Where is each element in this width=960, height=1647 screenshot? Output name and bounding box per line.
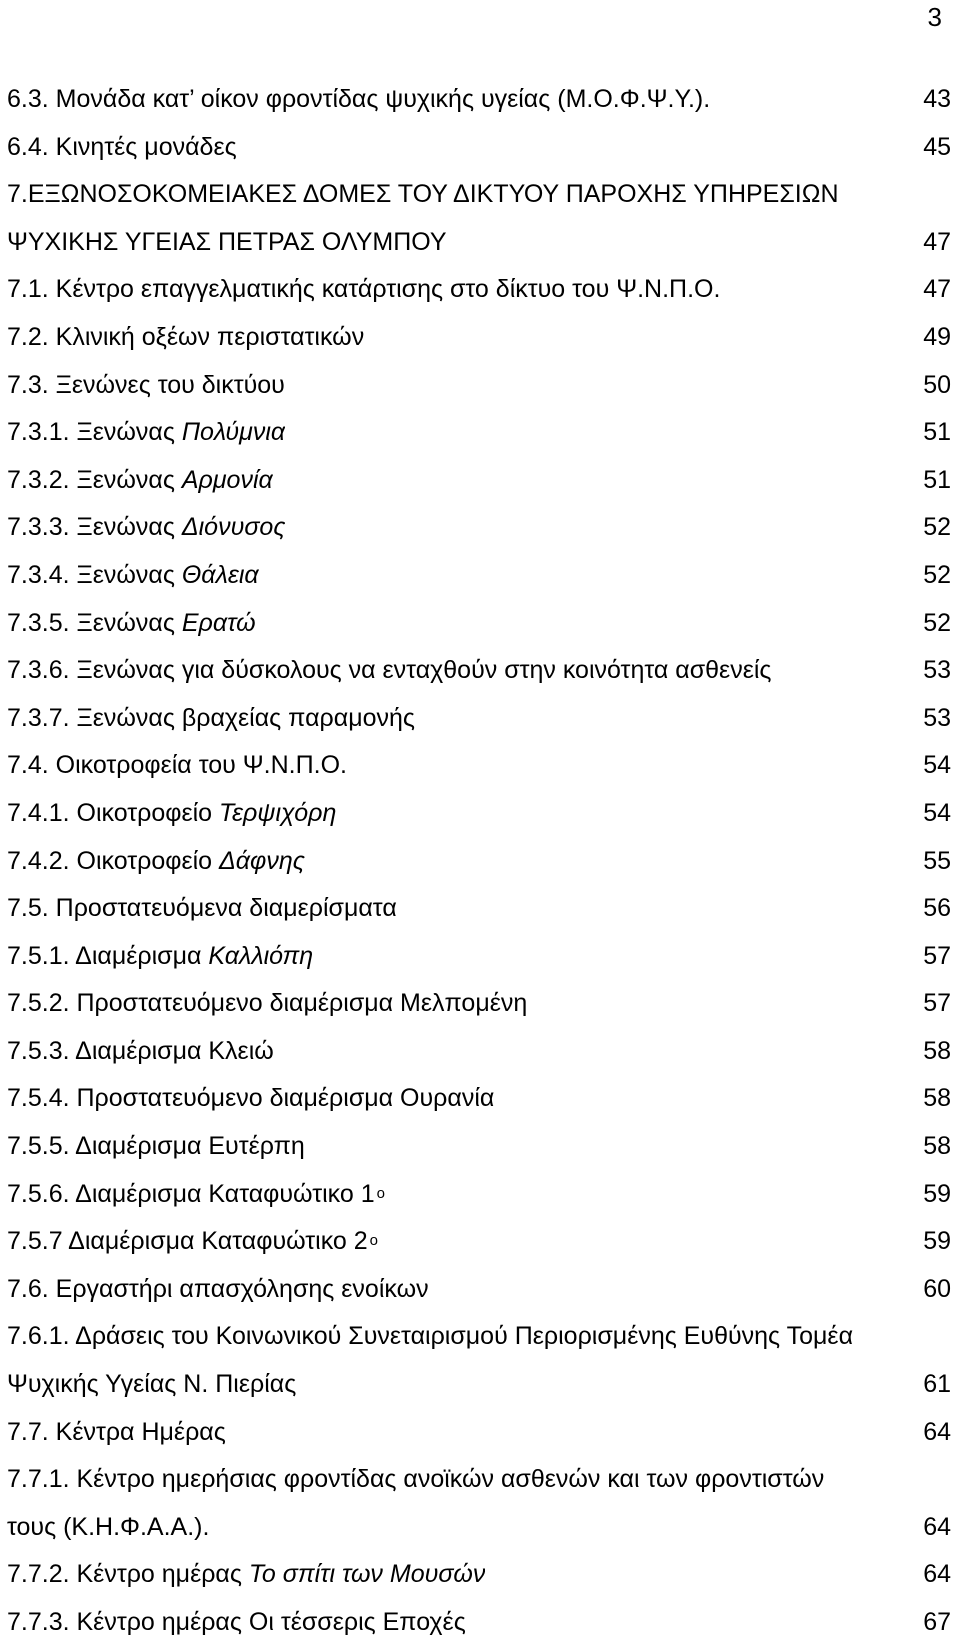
toc-entry-page: 67 bbox=[923, 1608, 951, 1636]
toc-entry-line1 bbox=[7, 1313, 955, 1361]
toc-entry-page: 58 bbox=[923, 1084, 951, 1113]
toc-entry-page: 61 bbox=[923, 1370, 951, 1399]
toc-entry bbox=[7, 1599, 955, 1647]
toc-entry bbox=[7, 457, 955, 505]
toc-entry-page: 55 bbox=[923, 846, 951, 875]
toc-entry bbox=[7, 314, 955, 362]
toc-entry bbox=[7, 504, 955, 552]
toc-entry-prefix: 7.3.3. Ξενώνας bbox=[7, 513, 182, 542]
toc-entry-label: 7.5. Προστατευόμενα διαμερίσματα bbox=[7, 894, 397, 923]
toc-entry-page: 52 bbox=[923, 608, 951, 637]
toc-entry-prefix: 7.3.5. Ξενώνας bbox=[7, 608, 182, 637]
toc-entry-prefix: 7.3.4. Ξενώνας bbox=[7, 560, 182, 589]
toc-entry bbox=[7, 266, 955, 314]
toc-entry-label: 7.7.1. Κέντρο ημερήσιας φροντίδας ανοϊκών ασθενών και των φροντιστών bbox=[7, 1465, 825, 1494]
toc-entry-label: 7.3.6. Ξενώνας για δύσκολους να ενταχθούν στην κοινότητα ασθενείς bbox=[7, 656, 772, 685]
toc-entry-name: Το σπίτι των Μουσών bbox=[248, 1560, 486, 1589]
toc-entry-page: 64 bbox=[923, 1560, 951, 1589]
toc-entry bbox=[7, 1123, 955, 1171]
toc-entry bbox=[7, 1266, 955, 1314]
toc-entry-page: 52 bbox=[923, 560, 951, 589]
toc-entry bbox=[7, 1218, 955, 1266]
toc-entry-line2 bbox=[7, 1361, 955, 1409]
toc-entry-page: 60 bbox=[923, 1274, 951, 1303]
toc-entry-page: 59 bbox=[923, 1179, 951, 1208]
toc-entry-page: 58 bbox=[923, 1132, 951, 1161]
toc-entry-page: 52 bbox=[923, 513, 951, 542]
toc-entry-prefix: 7.4.1. Οικοτροφείο bbox=[7, 798, 219, 827]
toc-entry-label: 7.1. Κέντρο επαγγελματικής κατάρτισης στο δίκτυο του Ψ.Ν.Π.Ο. bbox=[7, 275, 721, 304]
toc-entry bbox=[7, 1028, 955, 1076]
toc-entry-label bbox=[7, 1171, 385, 1219]
toc-entry-label bbox=[7, 933, 313, 981]
toc-entry-prefix: 7.5.1. Διαμέρισμα bbox=[7, 941, 209, 970]
toc-entry bbox=[7, 742, 955, 790]
toc-entry-label: 7.3.7. Ξενώνας βραχείας παραμονής bbox=[7, 703, 415, 732]
toc-entry-label bbox=[7, 600, 256, 648]
toc-entry-name: Θάλεια bbox=[181, 560, 259, 589]
toc-entry bbox=[7, 1075, 955, 1123]
toc-entry-label: 7.5.5. Διαμέρισμα Ευτέρπη bbox=[7, 1132, 305, 1161]
toc-entry bbox=[7, 695, 955, 743]
toc-entry-page: 64 bbox=[923, 1512, 951, 1541]
toc-entry bbox=[7, 1171, 955, 1219]
toc-entry-page: 64 bbox=[923, 1417, 951, 1446]
toc-entry-prefix: 7.7.2. Κέντρο ημέρας bbox=[7, 1560, 249, 1589]
toc-entry-text: 7.5.6. Διαμέρισμα Καταφυώτικο 1 bbox=[7, 1179, 375, 1208]
toc-entry-line2 bbox=[7, 1504, 955, 1552]
toc-entry-label: 7.7.3. Κέντρο ημέρας Οι τέσσερις Εποχές bbox=[7, 1608, 466, 1636]
toc-entry-label bbox=[7, 552, 259, 600]
toc-entry-name: Δάφνης bbox=[219, 846, 305, 875]
toc-entry-page: 57 bbox=[923, 941, 951, 970]
ordinal-superscript: ο bbox=[376, 1184, 385, 1202]
toc-entry-page: 49 bbox=[923, 322, 951, 351]
toc-entry-label: 7.7. Κέντρα Ημέρας bbox=[7, 1417, 226, 1446]
toc-entry bbox=[7, 1551, 955, 1599]
toc-entry-page: 50 bbox=[923, 370, 951, 399]
toc-entry-label: 7.5.4. Προστατευόμενο διαμέρισμα Ουρανία bbox=[7, 1084, 495, 1113]
toc-entry bbox=[7, 124, 955, 172]
toc-entry-page: 51 bbox=[923, 465, 951, 494]
toc-entry-label bbox=[7, 409, 285, 457]
toc-entry bbox=[7, 790, 955, 838]
toc-entry-page: 57 bbox=[923, 989, 951, 1018]
toc-entry-label bbox=[7, 504, 285, 552]
toc-entry-label bbox=[7, 457, 273, 505]
toc-entry bbox=[7, 76, 955, 124]
toc-entry-page: 43 bbox=[923, 85, 951, 113]
toc-entry-line1 bbox=[7, 171, 955, 219]
toc-entry bbox=[7, 552, 955, 600]
toc-entry-line2 bbox=[7, 219, 955, 267]
toc-entry-label: 7.5.2. Προστατευόμενο διαμέρισμα Μελπομένη bbox=[7, 989, 528, 1018]
toc-entry-label-continued: ΨΥΧΙΚΗΣ ΥΓΕΙΑΣ ΠΕΤΡΑΣ ΟΛΥΜΠΟΥ bbox=[7, 227, 447, 256]
toc-entry-page: 56 bbox=[923, 894, 951, 923]
toc-entry bbox=[7, 933, 955, 981]
toc-entry-name: Ερατώ bbox=[181, 608, 256, 637]
toc-entry-page: 53 bbox=[923, 703, 951, 732]
toc-entry-label bbox=[7, 1551, 485, 1599]
toc-entry-page: 54 bbox=[923, 798, 951, 827]
toc-entry-label: 7.4. Οικοτροφεία του Ψ.Ν.Π.Ο. bbox=[7, 751, 347, 780]
toc-entry-label-continued: Ψυχικής Υγείας Ν. Πιερίας bbox=[7, 1370, 297, 1399]
toc-entry-label: 7.ΕΞΩΝΟΣΟΚΟΜΕΙΑΚΕΣ ΔΟΜΕΣ ΤΟΥ ΔΙΚΤΥΟΥ ΠΑΡΟΧΗΣ ΥΠΗΡΕΣΙΩΝ bbox=[7, 180, 839, 209]
toc-entry-label: 7.3. Ξενώνες του δικτύου bbox=[7, 370, 285, 399]
toc-entry bbox=[7, 600, 955, 648]
ordinal-superscript: ο bbox=[369, 1232, 379, 1250]
page-number: 3 bbox=[927, 2, 942, 32]
toc-entry-page: 51 bbox=[923, 418, 951, 447]
toc-entry-name: Τερψιχόρη bbox=[219, 798, 337, 827]
toc-entry-label bbox=[7, 790, 336, 838]
toc-entry-name: Διόνυσος bbox=[181, 513, 286, 542]
toc-entry bbox=[7, 980, 955, 1028]
toc-entry-label-continued: τους (Κ.Η.Φ.Α.Α.). bbox=[7, 1512, 210, 1541]
toc-entry-page: 59 bbox=[923, 1227, 951, 1256]
toc-entry-name: Αρμονία bbox=[181, 465, 273, 494]
toc-entry bbox=[7, 1409, 955, 1457]
toc-entry-page: 58 bbox=[923, 1036, 951, 1065]
toc-entry-label: 7.6.1. Δράσεις του Κοινωνικού Συνεταιρισμού Περιορισμένης Ευθύνης Τομέα bbox=[7, 1322, 854, 1351]
toc-entry-label bbox=[7, 838, 305, 886]
toc-entry-line1 bbox=[7, 1456, 955, 1504]
toc-entry-page: 54 bbox=[923, 751, 951, 780]
toc-entry-name: Καλλιόπη bbox=[208, 941, 314, 970]
toc-entry-page: 53 bbox=[923, 656, 951, 685]
toc-entry-label bbox=[7, 1218, 378, 1266]
toc-entry-label: 6.4. Κινητές μονάδες bbox=[7, 132, 237, 161]
toc-entry-label: 7.2. Κλινική οξέων περιστατικών bbox=[7, 322, 365, 351]
toc-entry-label: 7.6. Εργαστήρι απασχόλησης ενοίκων bbox=[7, 1274, 429, 1303]
toc-entry-prefix: 7.3.2. Ξενώνας bbox=[7, 465, 182, 494]
toc-entry-prefix: 7.4.2. Οικοτροφείο bbox=[7, 846, 219, 875]
toc-entry bbox=[7, 647, 955, 695]
toc-entry-label: 6.3. Μονάδα κατ’ οίκον φροντίδας ψυχικής υγείας (Μ.Ο.Φ.Ψ.Υ.). bbox=[7, 85, 711, 113]
toc-entry-name: Πολύμνια bbox=[181, 418, 286, 447]
toc-entry bbox=[7, 409, 955, 457]
table-of-contents bbox=[7, 76, 955, 1647]
toc-entry-label: 7.5.3. Διαμέρισμα Κλειώ bbox=[7, 1036, 274, 1065]
toc-entry-text: 7.5.7 Διαμέρισμα Καταφυώτικο 2 bbox=[7, 1227, 368, 1256]
toc-entry bbox=[7, 362, 955, 410]
toc-entry bbox=[7, 838, 955, 886]
toc-entry-page: 47 bbox=[923, 227, 951, 256]
toc-entry-prefix: 7.3.1. Ξενώνας bbox=[7, 418, 182, 447]
toc-entry-page: 45 bbox=[923, 132, 951, 161]
toc-entry-page: 47 bbox=[923, 275, 951, 304]
toc-entry bbox=[7, 885, 955, 933]
